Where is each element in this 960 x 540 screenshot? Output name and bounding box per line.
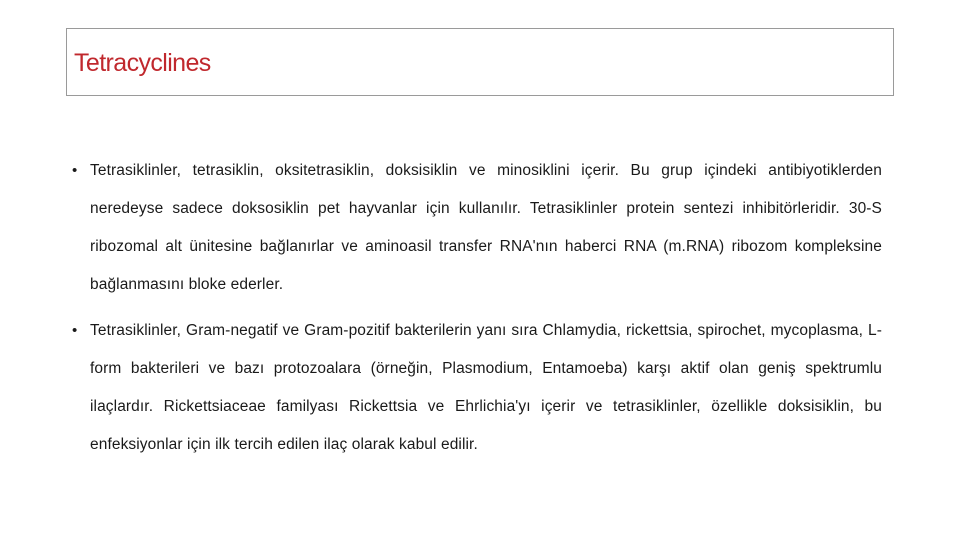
bullet-text-2: Tetrasiklinler, Gram-negatif ve Gram-pozitif bakterilerin yanı sıra Chlamydia, rickettsia, spirochet, mycoplasma, L-form bakterileri ve bazı protozoalara (örneğin, Plasmodium, Entamoeba) karşı aktif olan geniş spektrumlu ilaçlardır. Rickettsiaceae familyası Rickettsia ve Ehrlichia'yı içerir ve tetrasiklinler, özellikle doksisiklin, bu enfeksiyonlar için ilk tercih edilen ilaç olarak kabul edilir.	[90, 322, 882, 453]
bullet-icon: •	[72, 162, 78, 179]
slide-content	[72, 152, 882, 464]
bullet-icon: •	[72, 322, 78, 339]
bullet-item-1	[72, 152, 882, 304]
bullet-item-2	[72, 312, 882, 464]
bullet-text-1: Tetrasiklinler, tetrasiklin, oksitetrasiklin, doksisiklin ve minosiklini içerir. Bu grup içindeki antibiyotiklerden neredeyse sadece doksosiklin pet hayvanlar için kullanılır. Tetrasiklinler protein sentezi inhibitörleridir. 30-S ribozomal alt ünitesine bağlanırlar ve aminoasil transfer RNA'nın haberci RNA (m.RNA) ribozom kompleksine bağlanmasını bloke ederler.	[90, 162, 882, 293]
title-box	[66, 28, 894, 96]
slide-title: Tetracyclines	[74, 49, 211, 77]
